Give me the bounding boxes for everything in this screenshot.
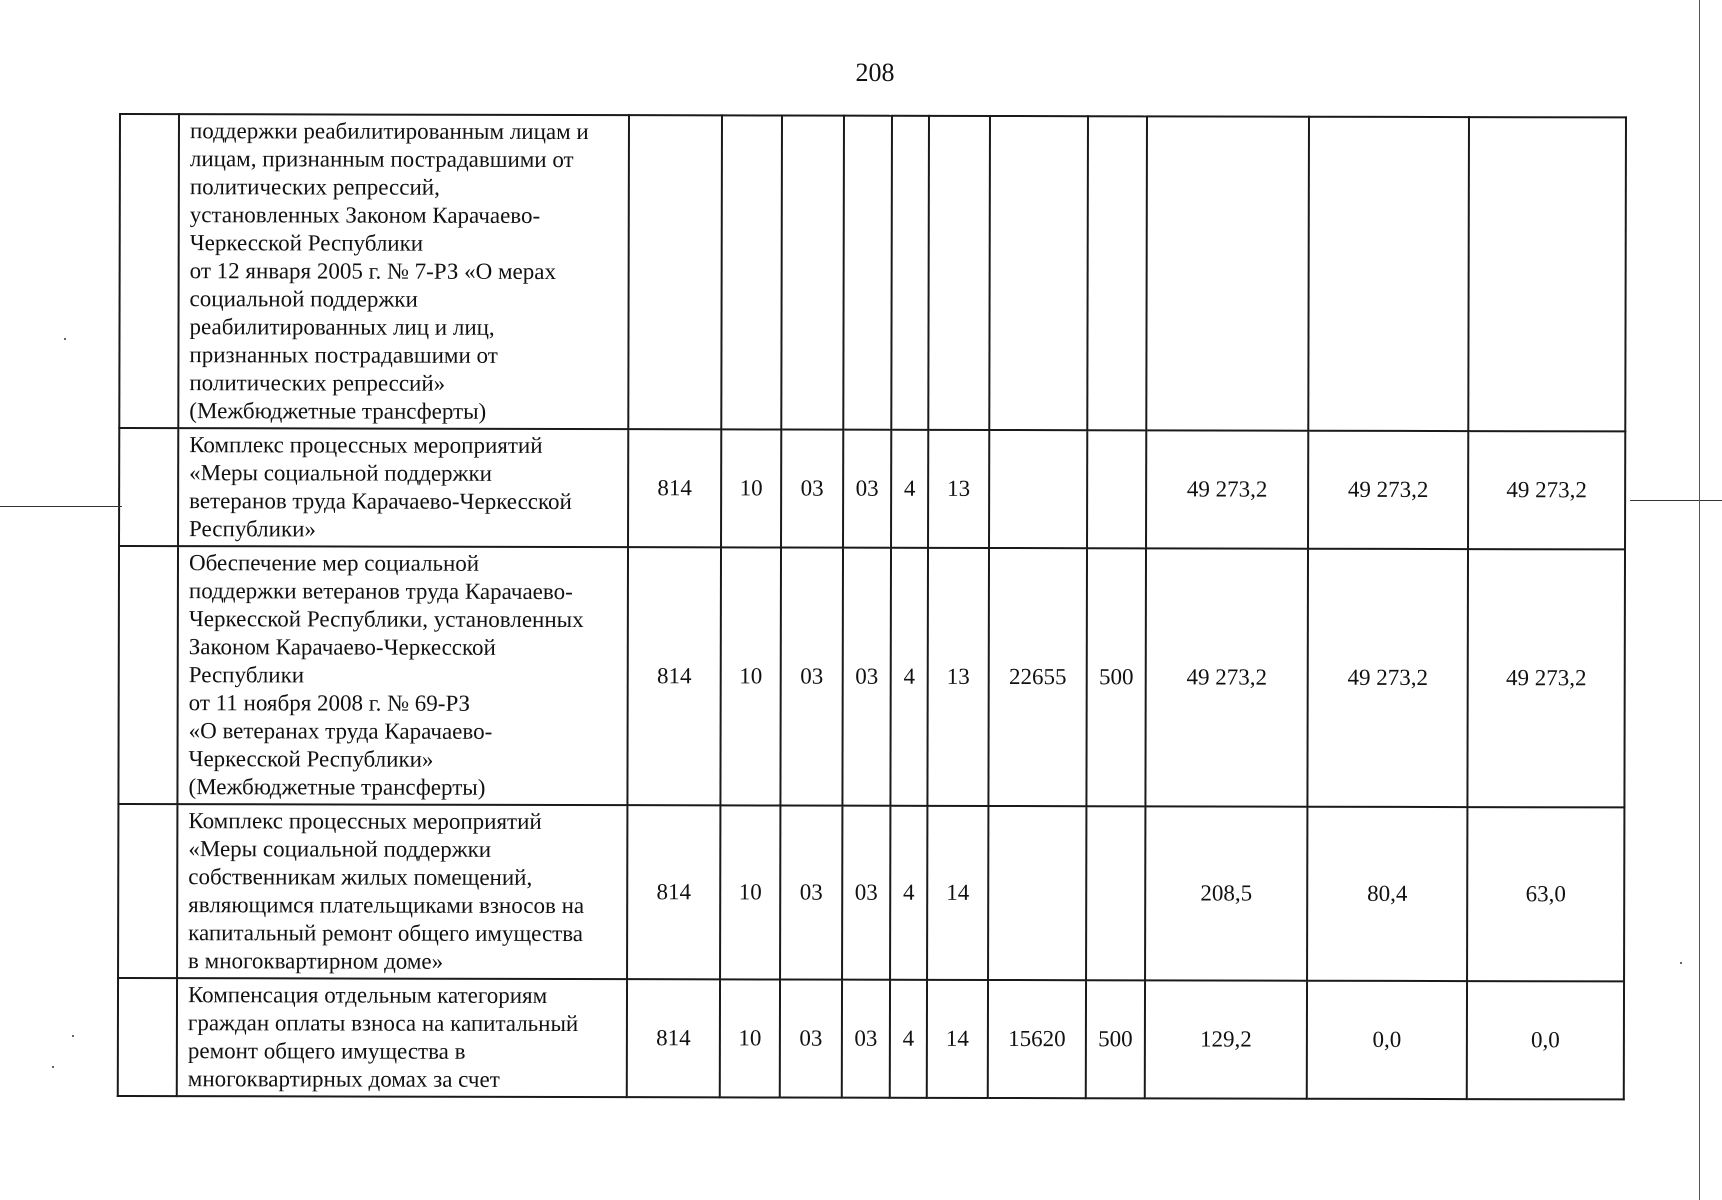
section-cell: 10: [720, 547, 781, 805]
direction-cell: [988, 806, 1086, 980]
subsection-cell: 03: [780, 980, 842, 1098]
table-row: [119, 114, 1626, 431]
program-cell: 03: [842, 806, 890, 980]
program-cell: [843, 116, 892, 430]
sum-1-cell: [1146, 116, 1309, 430]
sum-2-cell: 80,4: [1307, 807, 1467, 981]
page-number: 208: [855, 58, 895, 87]
section-cell: 10: [720, 805, 780, 979]
sum-3-cell: 49 273,2: [1467, 549, 1625, 807]
budget-table: [117, 113, 1627, 1100]
sum-3-cell: [1468, 117, 1626, 431]
row-index-cell: [118, 804, 177, 978]
row-index-cell: [118, 546, 178, 804]
complex-cell: [928, 116, 990, 430]
sum-1-cell: 49 273,2: [1145, 548, 1308, 806]
description-cell: Комплекс процессных мероприятий «Меры социальной поддержки ветеранов труда Карачаево-Черкесской Республики»: [178, 428, 628, 547]
grbs-cell: 814: [627, 547, 721, 805]
direction-cell: [989, 116, 1088, 430]
program-cell: 03: [842, 980, 890, 1098]
subprogram-cell: [891, 116, 929, 430]
sum-3-cell: 49 273,2: [1468, 431, 1625, 549]
vr-cell: [1087, 116, 1147, 430]
sum-3-cell: 63,0: [1467, 807, 1624, 981]
direction-cell: [989, 430, 1087, 548]
section-cell: 10: [721, 429, 781, 547]
grbs-cell: 814: [627, 805, 720, 979]
complex-cell: 14: [927, 980, 988, 1098]
complex-cell: 14: [927, 806, 988, 980]
table-row: [118, 978, 1624, 1099]
scan-speck: [1680, 962, 1682, 964]
subprogram-cell: 4: [890, 980, 927, 1098]
subsection-cell: [781, 116, 844, 430]
subsection-cell: 03: [780, 548, 843, 806]
description-cell: Комплекс процессных мероприятий «Меры социальной поддержки собственникам жилых помещений, являющимся плательщиками взносов на капитальный ремонт общего имущества в многоквартирном доме»: [177, 804, 627, 979]
description-cell: Обеспечение мер социальной поддержки ветеранов труда Карачаево- Черкесской Республики, установленных Законом Карачаево-Черкесской Республики от 11 ноября 2008 г. № 69-РЗ «О ветеранах труда Карачаево- Черкесской Республики» (Межбюджетные трансферты): [177, 546, 628, 805]
program-cell: 03: [843, 430, 891, 548]
subprogram-cell: 4: [890, 548, 928, 806]
row-index-cell: [119, 114, 179, 428]
sum-2-cell: 0,0: [1307, 981, 1467, 1099]
table-row: [118, 546, 1625, 807]
scan-speck: [64, 338, 66, 340]
program-cell: 03: [842, 548, 891, 806]
subsection-cell: 03: [781, 430, 843, 548]
sum-2-cell: 49 273,2: [1308, 431, 1468, 549]
vr-cell: [1086, 806, 1145, 980]
vr-cell: [1087, 430, 1146, 548]
scan-artifact-line-right: [1630, 500, 1722, 501]
description-cell: Компенсация отдельным категориям граждан оплаты взноса на капитальный ремонт общего имущества в многоквартирных домах за счет: [177, 978, 627, 1097]
grbs-cell: 814: [628, 429, 721, 547]
section-cell: 10: [720, 979, 780, 1097]
direction-cell: 15620: [988, 980, 1086, 1098]
subprogram-cell: 4: [890, 806, 927, 980]
row-index-cell: [119, 428, 178, 546]
scan-speck: [52, 1066, 54, 1068]
vr-cell: 500: [1086, 980, 1145, 1098]
subsection-cell: 03: [780, 806, 842, 980]
direction-cell: 22655: [988, 548, 1087, 806]
complex-cell: 13: [927, 548, 989, 806]
section-cell: [721, 115, 782, 429]
row-index-cell: [118, 978, 177, 1096]
table-row: [119, 428, 1625, 549]
sum-2-cell: 49 273,2: [1307, 549, 1468, 807]
scan-artifact-edge-line: [1699, 0, 1700, 1200]
scan-artifact-line-left: [0, 506, 122, 507]
subprogram-cell: 4: [891, 430, 928, 548]
table-row: [118, 804, 1624, 981]
sum-3-cell: 0,0: [1467, 981, 1624, 1099]
scan-speck: [72, 1035, 74, 1037]
vr-cell: 500: [1086, 548, 1146, 806]
sum-1-cell: 208,5: [1145, 806, 1307, 980]
grbs-cell: [628, 115, 722, 429]
sum-2-cell: [1308, 117, 1469, 431]
sum-1-cell: 49 273,2: [1146, 430, 1308, 548]
grbs-cell: 814: [627, 979, 720, 1097]
description-cell: поддержки реабилитированным лицам и лицам, признанным пострадавшими от политических репрессий, установленных Законом Карачаево- Черкесской Республики от 12 января 2005 г. № 7-РЗ «О мерах социальной поддержки реабилитированных лиц и лиц, признанных пострадавшими от политических репрессий» (Межбюджетные трансферты): [178, 114, 629, 429]
sum-1-cell: 129,2: [1145, 980, 1307, 1098]
complex-cell: 13: [928, 430, 989, 548]
